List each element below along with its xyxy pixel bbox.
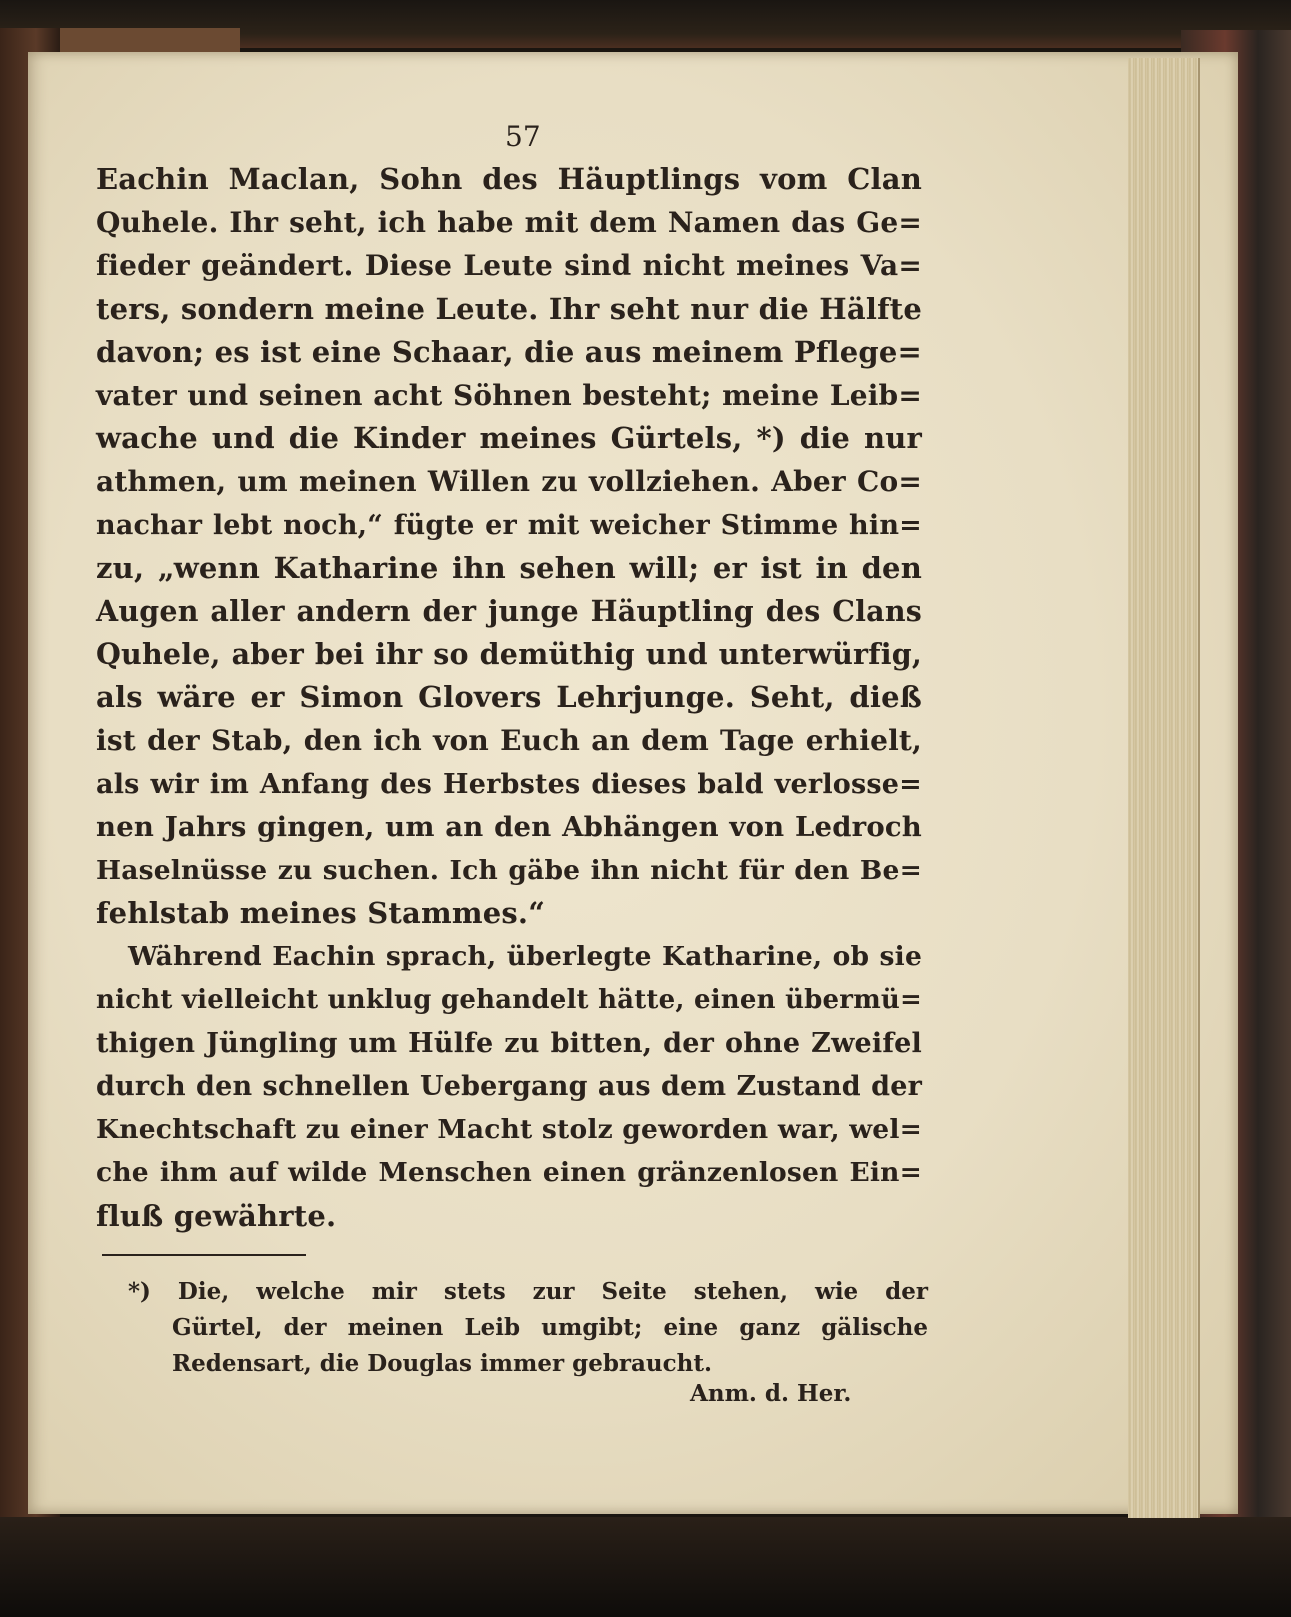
footnote-line: Redensart, die Douglas immer gebraucht. — [172, 1350, 713, 1377]
text-line: Knechtschaft zu einer Macht stolz geworden war, wel= — [96, 1114, 923, 1146]
page-edges — [1128, 58, 1200, 1518]
footnote-line: *) Die, welche mir stets zur Seite stehen, wie der — [128, 1278, 928, 1305]
footnote — [128, 1274, 928, 1382]
text-line: Haselnüsse zu suchen. Ich gäbe ihn nicht für den Be= — [96, 855, 922, 886]
text-line: vater und seinen acht Söhnen besteht; meine Leib= — [96, 378, 922, 412]
text-line: athmen, um meinen Willen zu vollziehen. Aber Co= — [96, 465, 922, 499]
text-line: als wir im Anfang des Herbstes dieses bald verlosse= — [96, 768, 922, 800]
text-line: fieder geändert. Diese Leute sind nicht meines Va= — [96, 249, 922, 283]
text-line: ist der Stab, den ich von Euch an dem Tage erhielt, — [96, 724, 922, 758]
text-line: ters, sondern meine Leute. Ihr seht nur die Hälfte — [96, 291, 922, 326]
text-line: nicht vielleicht unklug gehandelt hätte, einen übermü= — [96, 984, 922, 1015]
text-line: davon; es ist eine Schaar, die aus meinem Pflege= — [96, 334, 922, 369]
text-line: zu, „wenn Katharine ihn sehen will; er ist in den — [96, 550, 922, 585]
text-line: Während Eachin sprach, überlegte Katharine, ob sie — [128, 941, 922, 973]
text-line: thigen Jüngling um Hülfe zu bitten, der ohne Zweifel — [96, 1027, 922, 1059]
text-line: durch den schnellen Uebergang aus dem Zustand der — [96, 1070, 922, 1102]
footnote-rule — [102, 1254, 306, 1256]
text-line: che ihm auf wilde Menschen einen gränzenlosen Ein= — [96, 1157, 922, 1189]
text-line: fehlstab meines Stammes.“ — [96, 896, 546, 931]
text-line: nachar lebt noch,“ fügte er mit weicher Stimme hin= — [96, 509, 922, 541]
text-line: Quhele. Ihr seht, ich habe mit dem Namen das Ge= — [96, 206, 922, 240]
footnote-signature: Anm. d. Her. — [690, 1380, 852, 1407]
text-line: wache und die Kinder meines Gürtels, *) die nur — [96, 421, 922, 456]
text-line: Augen aller andern der junge Häuptling des Clans — [96, 593, 922, 628]
book-cover-bottom — [0, 1517, 1291, 1617]
text-line: als wäre er Simon Glovers Lehrjunge. Seht, dieß — [96, 680, 922, 715]
text-line: nen Jahrs gingen, um an den Abhängen von Ledroch — [96, 810, 922, 843]
text-line: Eachin Maclan, Sohn des Häuptlings vom Clan — [96, 162, 922, 196]
text-line: fluß gewährte. — [96, 1198, 337, 1233]
body-text — [96, 158, 922, 1238]
page-number: 57 — [505, 120, 541, 153]
footnote-line: Gürtel, der meinen Leib umgibt; eine ganz gälische — [172, 1314, 928, 1341]
text-line: Quhele, aber bei ihr so demüthig und unterwürfig, — [96, 637, 922, 672]
